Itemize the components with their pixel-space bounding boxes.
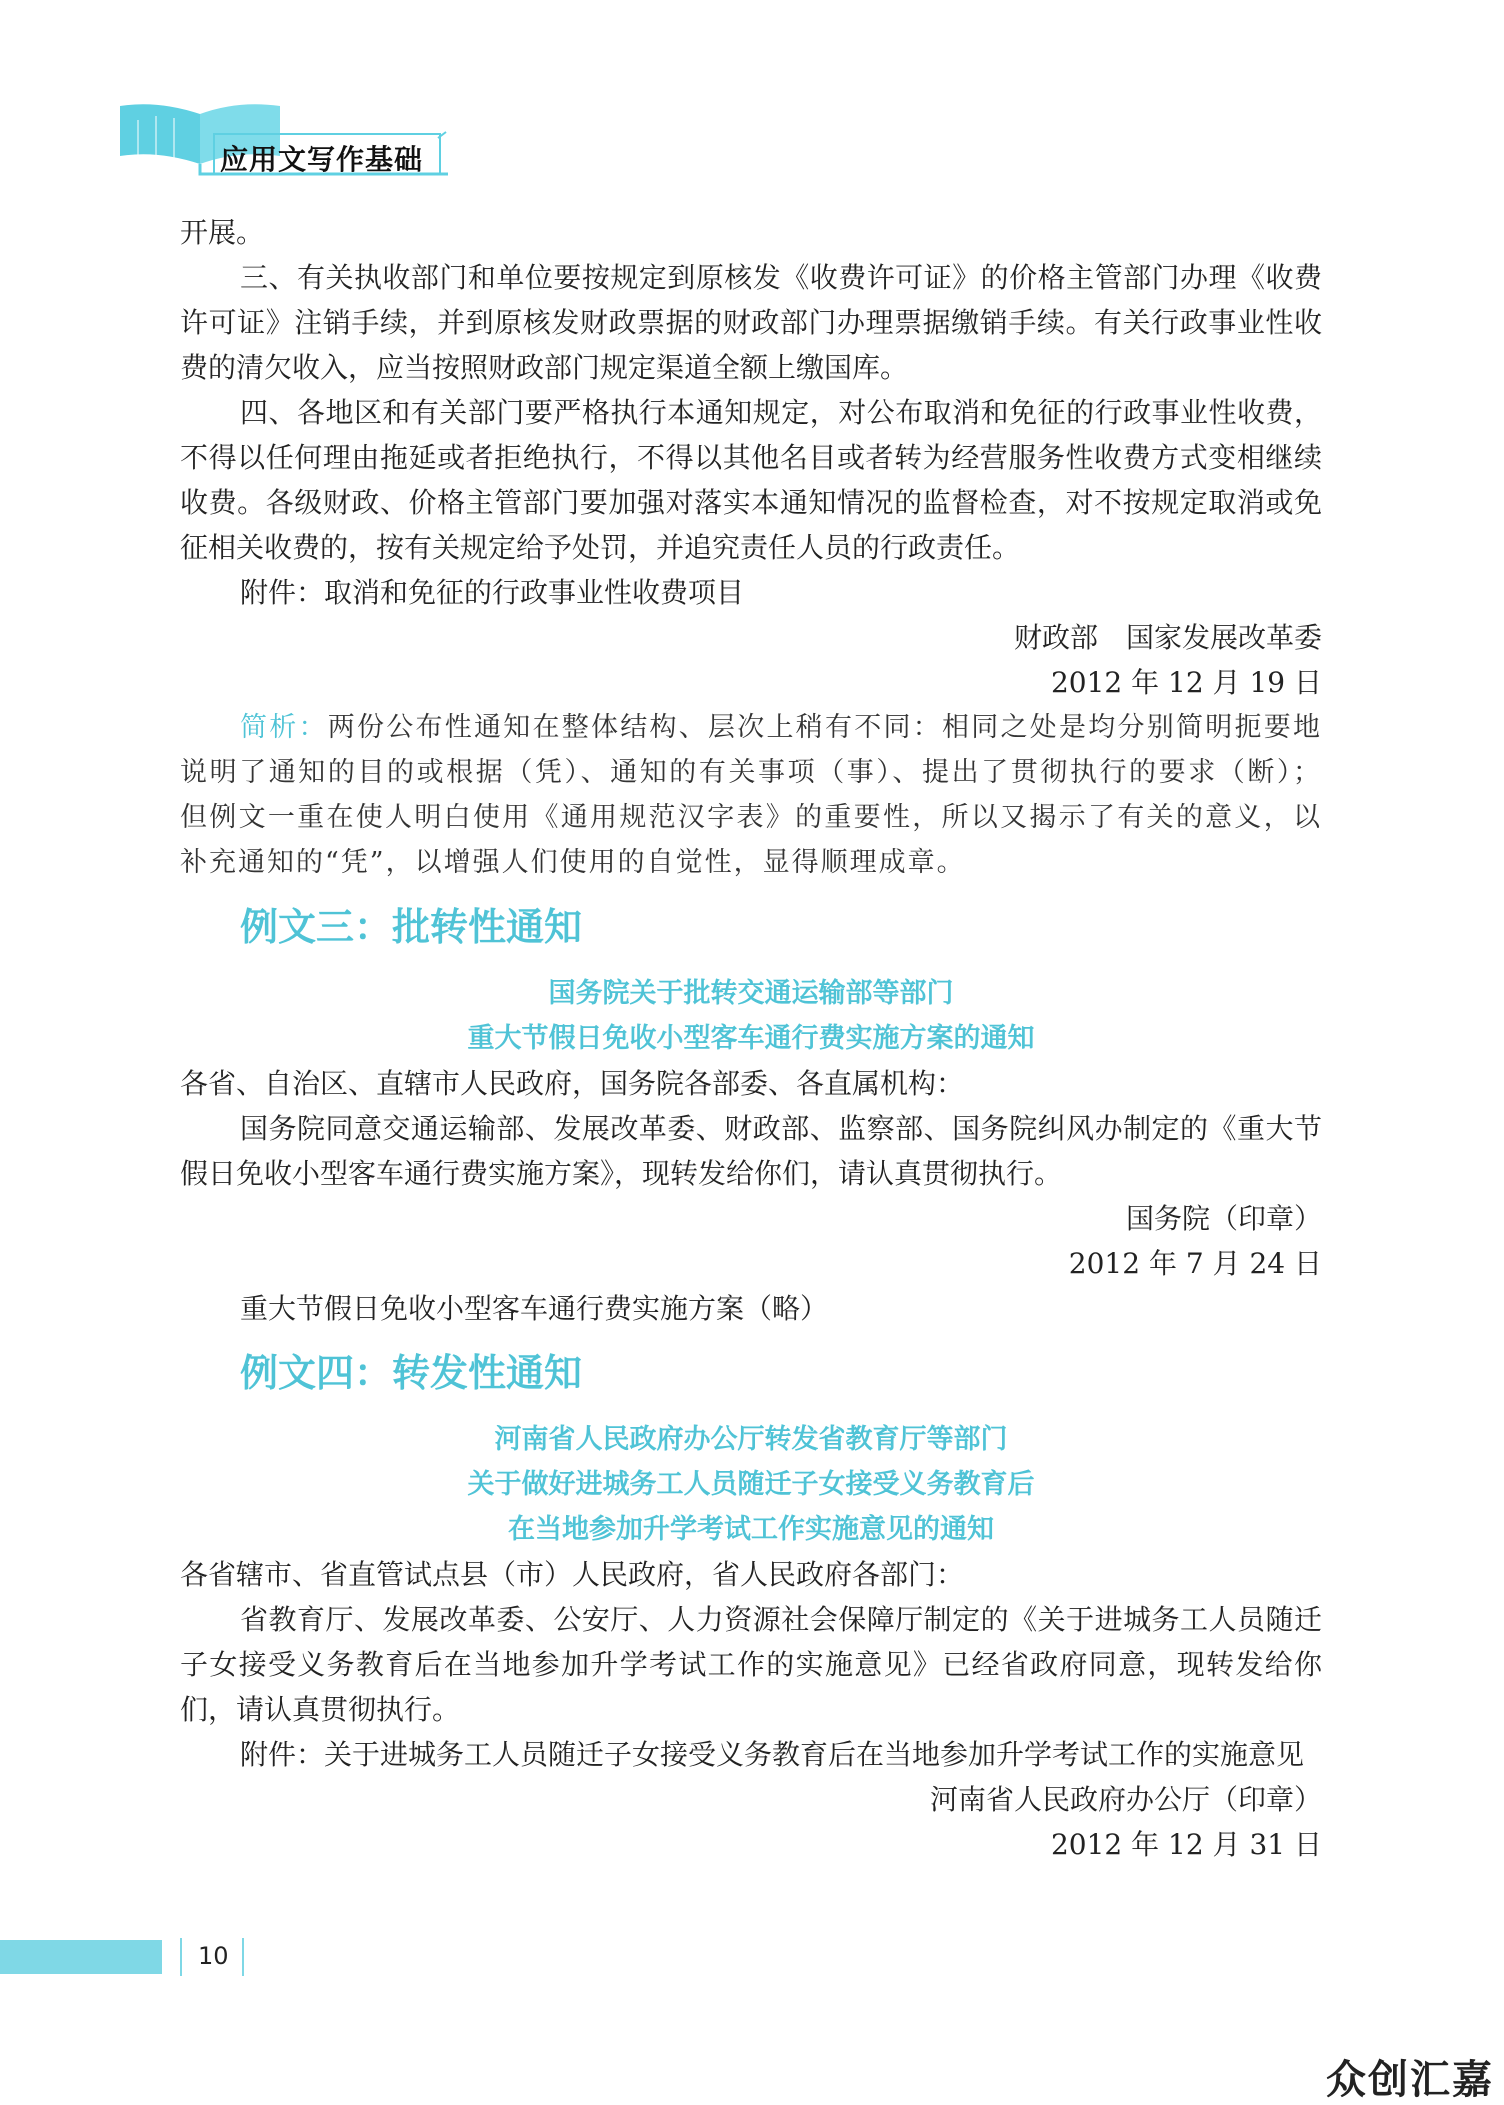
- paragraph: 国务院同意交通运输部、发展改革委、财政部、监察部、国务院纠风办制定的《重大节假日免收小型客车通行费实施方案》，现转发给你们，请认真贯彻执行。: [180, 1112, 1322, 1190]
- notice-title: 在当地参加升学考试工作实施意见的通知: [508, 1514, 994, 1545]
- attachment-line: 附件：关于进城务工人员随迁子女接受义务教育后在当地参加升学考试工作的实施意见: [240, 1738, 1305, 1771]
- example-heading: 例文四：转发性通知: [240, 1351, 583, 1395]
- footer-accent-bar: [0, 1940, 162, 1974]
- notice-title: 河南省人民政府办公厅转发省教育厅等部门: [494, 1424, 1008, 1455]
- notice-title: 国务院关于批转交通运输部等部门: [548, 978, 954, 1009]
- footer-divider: [242, 1938, 244, 1976]
- paragraph: 三、有关执收部门和单位要按规定到原核发《收费许可证》的价格主管部门办理《收费许可证》注销手续，并到原核发财政票据的财政部门办理票据缴销手续。有关行政事业性收费的清欠收入，应当按照财政部门规定渠道全额上缴国库。: [180, 261, 1322, 384]
- notice-title: 重大节假日免收小型客车通行费实施方案的通知: [467, 1023, 1035, 1054]
- book-title: 应用文写作基础: [220, 143, 424, 176]
- paragraph: 开展。: [180, 216, 265, 249]
- addressee: 各省辖市、省直管试点县（市）人民政府，省人民政府各部门：: [180, 1558, 965, 1591]
- analysis-label: 简析：: [240, 712, 328, 743]
- signature: 财政部 国家发展改革委: [1013, 621, 1322, 654]
- addressee: 各省、自治区、直辖市人民政府，国务院各部委、各直属机构：: [180, 1067, 965, 1100]
- example-heading: 例文三：批转性通知: [240, 905, 583, 949]
- footer-divider: [180, 1938, 182, 1976]
- page-header: [118, 98, 448, 178]
- page-content: [180, 210, 1322, 1867]
- date: 2012 年 12 月 31 日: [1050, 1828, 1322, 1861]
- attachment-line: 附件：取消和免征的行政事业性收费项目: [240, 576, 745, 609]
- watermark-logo: 众创汇嘉: [1326, 2057, 1494, 2103]
- signature: 河南省人民政府办公厅（印章）: [929, 1783, 1322, 1816]
- date: 2012 年 7 月 24 日: [1068, 1247, 1322, 1280]
- notice-title: 关于做好进城务工人员随迁子女接受义务教育后: [467, 1469, 1035, 1500]
- paragraph: 四、各地区和有关部门要严格执行本通知规定，对公布取消和免征的行政事业性收费，不得以任何理由拖延或者拒绝执行，不得以其他名目或者转为经营服务性收费方式变相继续收费。各级财政、价格主管部门要加强对落实本通知情况的监督检查，对不按规定取消或免征相关收费的，按有关规定给予处罚，并追究责任人员的行政责任。: [180, 396, 1322, 564]
- signature: 国务院（印章）: [1125, 1202, 1322, 1235]
- page-number: 10: [198, 1942, 229, 1970]
- analysis-paragraph: [180, 705, 1322, 885]
- date: 2012 年 12 月 19 日: [1050, 666, 1322, 699]
- attachment-line: 重大节假日免收小型客车通行费实施方案（略）: [240, 1292, 829, 1325]
- analysis-text: 两份公布性通知在整体结构、层次上稍有不同：相同之处是均分别简明扼要地说明了通知的目的或根据（凭）、通知的有关事项（事）、提出了贯彻执行的要求（断）；但例文一重在使人明白使用《通用规范汉字表》的重要性，所以又揭示了有关的意义，以补充通知的“凭”，以增强人们使用的自觉性，显得顺理成章。: [180, 712, 1322, 878]
- paragraph: 省教育厅、发展改革委、公安厅、人力资源社会保障厅制定的《关于进城务工人员随迁子女接受义务教育后在当地参加升学考试工作的实施意见》已经省政府同意，现转发给你们，请认真贯彻执行。: [180, 1603, 1322, 1726]
